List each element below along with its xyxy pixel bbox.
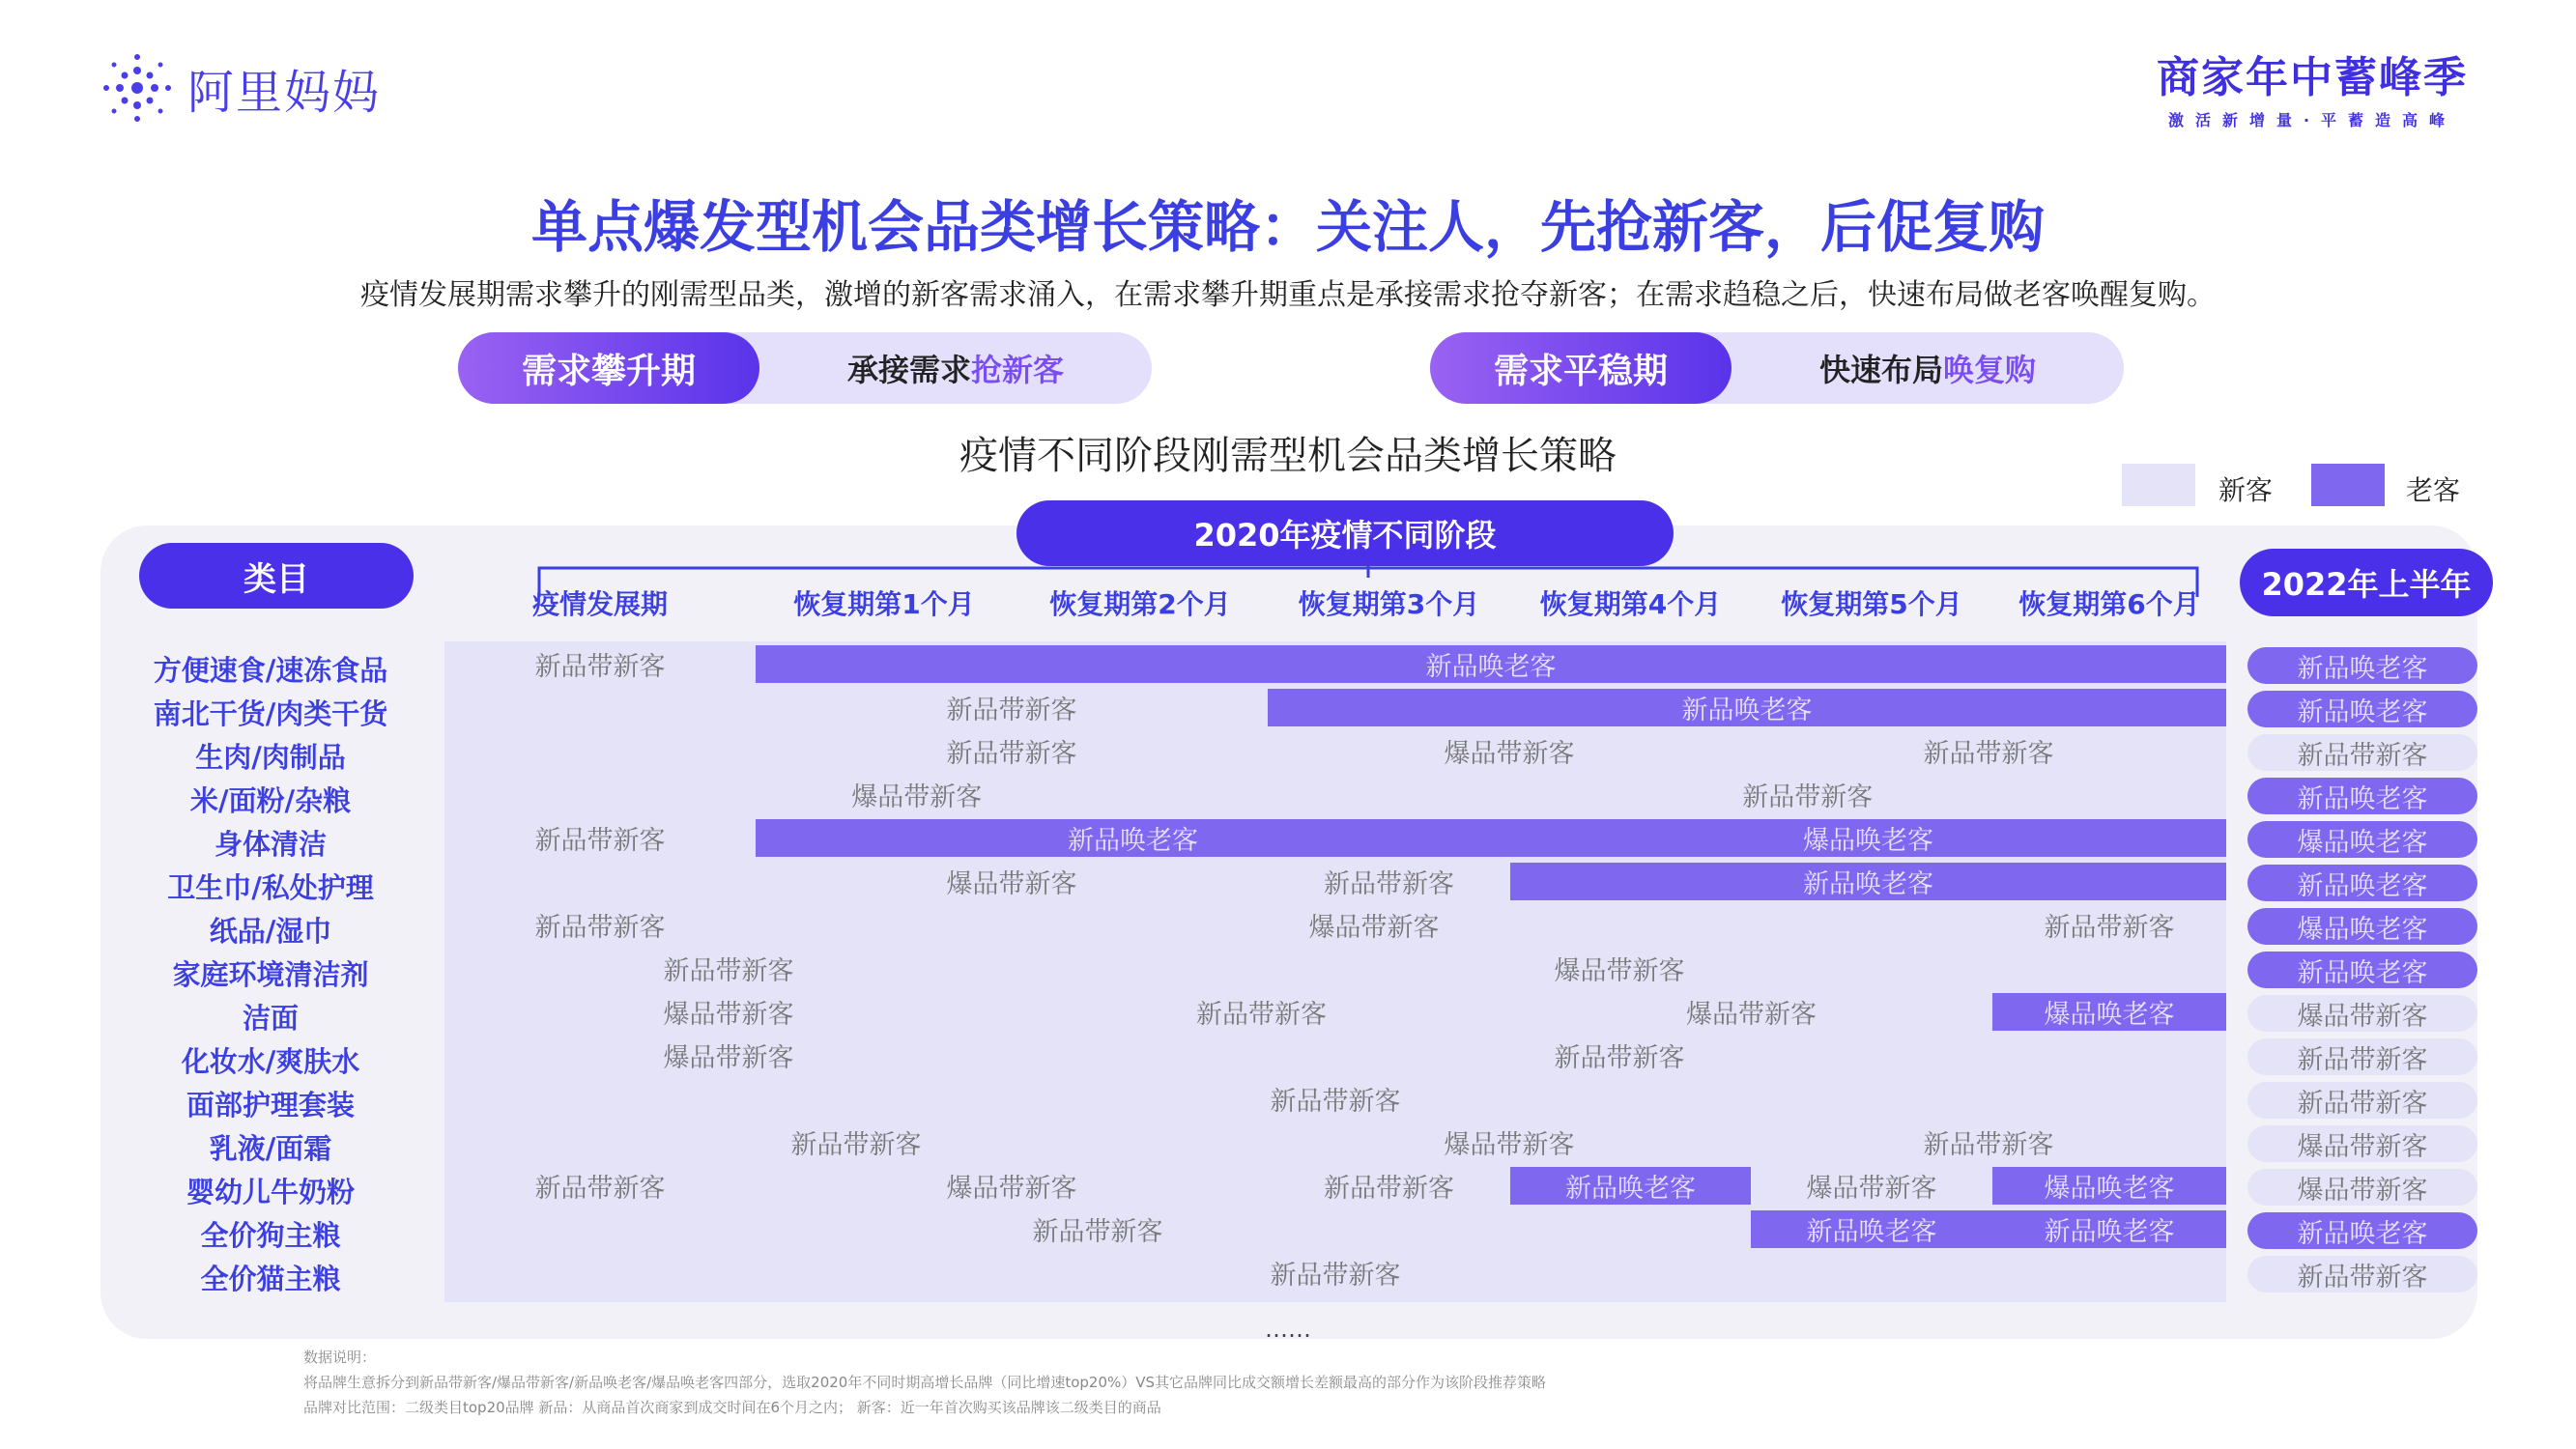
campaign-brand [2157,43,2468,130]
category-label: 卫生巾/私处护理 [167,871,374,904]
period-header: 疫情发展期 [531,588,668,620]
legend-new-swatch [2122,464,2195,506]
category-label: 乳液/面霜 [209,1132,332,1165]
period-header: 恢复期第2个月 [1049,588,1231,620]
more-ellipsis: …… [1265,1316,1311,1343]
strategy-segment: 新品唤老客 [756,819,1510,857]
page-subtitle: 疫情发展期需求攀升的刚需型品类，激增的新客需求涌入，在需求攀升期重点是承接需求抢夺新客；在需求趋稳之后，快速布局做老客唤醒复购。 [360,278,2216,312]
strategy-segment: 新品带新客 [1196,1000,1327,1030]
h1-2022-strategy-pill: 新品带新客 [2247,1082,2477,1119]
h1-2022-strategy-pill: 爆品带新客 [2247,1169,2477,1206]
strategy-segment: 新品带新客 [534,826,666,856]
category-label: 身体清洁 [214,828,327,861]
h1-2022-strategy-pill: 新品唤老客 [2247,778,2477,814]
alimama-logo [100,46,390,129]
strategy-segment: 新品带新客 [534,652,666,682]
category-header: 类目 [139,543,414,609]
category-label: 面部护理套装 [186,1089,355,1122]
legend-old-label: 老客 [2406,474,2461,506]
note-title: 数据说明： [303,1349,377,1366]
strategy-segment: 新品带新客 [946,739,1077,769]
strategy-segment [444,689,756,726]
category-label: 纸品/湿巾 [209,915,332,948]
strategy-segment: 爆品带新客 [1686,1000,1817,1030]
strategy-segment: 新品带新客 [1032,1217,1163,1247]
strategy-segment [444,863,756,900]
strategy-segment: 爆品带新客 [851,782,983,812]
period-header: 恢复期第6个月 [2018,588,2200,620]
brand-title: 商家年中蓄峰季 [2157,53,2468,102]
logo-text: 阿里妈妈 [187,65,382,120]
strategy-segment: 新品唤老客 [1751,1210,1992,1248]
strategy-segment: 新品带新客 [1270,1261,1401,1291]
strategy-segment: 新品唤老客 [756,645,2226,683]
spark-dots-icon [100,51,174,125]
strategy-segment: 新品带新客 [2044,913,2175,943]
h1-2022-header: 2022年上半年 [2240,549,2493,616]
legend-old-swatch [2311,464,2385,506]
strategy-segment [444,732,756,770]
period-header: 恢复期第4个月 [1539,588,1722,620]
brand-subtitle: 激活新增量·平蓄造高峰 [2167,111,2457,129]
strategy-segment: 新品带新客 [1923,739,2054,769]
h1-2022-strategy-pill: 新品带新客 [2247,1256,2477,1293]
strategy-segment: 爆品带新客 [1554,956,1685,986]
h1-2022-strategy-pill: 新品唤老客 [2247,691,2477,727]
strategy-segment: 爆品带新客 [663,1043,794,1073]
phase-stable [1430,332,2124,404]
strategy-segment: 爆品带新客 [1444,739,1575,769]
category-label: 米/面粉/杂粮 [189,784,352,817]
page-title: 单点爆发型机会品类增长策略：关注人，先抢新客，后促复购 [530,194,2045,260]
strategy-segment: 新品带新客 [1742,782,1874,812]
category-label: 家庭环境清洁剂 [172,958,369,991]
h1-2022-strategy-pill: 爆品唤老客 [2247,821,2477,858]
period-header: 恢复期第3个月 [1298,588,1480,620]
strategy-segment: 新品带新客 [1324,1174,1454,1204]
phase-rising-pill: 需求攀升期 [458,332,759,404]
h1-2022-strategy-pill: 爆品带新客 [2247,995,2477,1032]
legend-new-label: 新客 [2218,474,2274,506]
strategy-segment: 新品唤老客 [1992,1210,2226,1248]
note-line-2: 品牌对比范围：二级类目top20品牌 新品：从商品首次商家到成交时间在6个月之内； 新客：近一年首次购买该品牌该二级类目的商品 [303,1399,1161,1416]
strategy-segment: 爆品带新客 [1806,1174,1937,1204]
strategy-segment: 爆品带新客 [663,1000,794,1030]
phase-rising-text: 承接需求抢新客 [846,352,1065,388]
h1-2022-strategy-pill: 新品唤老客 [2247,952,2477,988]
strategy-segment: 新品唤老客 [1510,863,2226,900]
category-label: 洁面 [242,1002,299,1035]
strategy-segment: 新品带新客 [1324,869,1454,899]
period-header: 恢复期第1个月 [793,588,975,620]
strategy-segment: 爆品带新客 [1444,1130,1575,1160]
phase-stable-pill: 需求平稳期 [1430,332,1732,404]
category-label: 化妆水/爽肤水 [181,1045,360,1078]
category-label: 方便速食/速冻食品 [153,654,388,687]
h1-2022-strategy-pill: 新品唤老客 [2247,647,2477,684]
h1-2022-strategy-pill: 新品带新客 [2247,1038,2477,1075]
strategy-segment: 新品带新客 [1554,1043,1685,1073]
h1-2022-strategy-pill: 新品带新客 [2247,734,2477,771]
strategy-segment: 新品带新客 [534,1174,666,1204]
strategy-segment: 新品带新客 [534,913,666,943]
strategy-segment: 新品带新客 [1923,1130,2054,1160]
strategy-segment: 新品带新客 [946,696,1077,725]
section-title: 疫情不同阶段刚需型机会品类增长策略 [959,434,1617,478]
strategy-segment: 新品唤老客 [1268,689,2226,726]
phase-rising [458,332,1152,404]
strategy-segment: 爆品唤老客 [1510,819,2226,857]
strategy-segment: 新品带新客 [663,956,794,986]
strategy-segment: 新品唤老客 [1510,1167,1751,1205]
h1-2022-strategy-pill: 爆品带新客 [2247,1125,2477,1162]
category-label: 全价猫主粮 [200,1263,341,1295]
category-label: 生肉/肉制品 [195,741,346,774]
h1-2022-strategy-pill: 爆品唤老客 [2247,908,2477,945]
strategy-segment: 爆品唤老客 [1992,993,2226,1031]
strategy-segment: 新品带新客 [1270,1087,1401,1117]
strategy-segment: 新品带新客 [790,1130,922,1160]
h1-2022-strategy-pill: 新品唤老客 [2247,865,2477,901]
category-label: 婴幼儿牛奶粉 [186,1176,355,1208]
phase-stable-text: 快速布局唤复购 [1818,352,2037,388]
category-label: 南北干货/肉类干货 [153,697,388,730]
strategy-segment: 爆品带新客 [1308,913,1440,943]
period-header: 恢复期第5个月 [1781,588,1962,620]
category-label: 全价狗主粮 [200,1219,341,1252]
note-line-1: 将品牌生意拆分到新品带新客/爆品带新客/新品唤老客/爆品唤老客四部分，选取2020年不同时期高增长品牌（同比增速top20%）VS其它品牌同比成交额增长差额最高的部分作为该阶段推荐策略 [303,1374,1547,1391]
h1-2022-strategy-pill: 新品唤老客 [2247,1212,2477,1249]
strategy-segment: 爆品带新客 [946,869,1077,899]
stage-header: 2020年疫情不同阶段 [1016,500,1674,566]
strategy-segment: 爆品唤老客 [1992,1167,2226,1205]
strategy-segment: 爆品带新客 [946,1174,1077,1204]
